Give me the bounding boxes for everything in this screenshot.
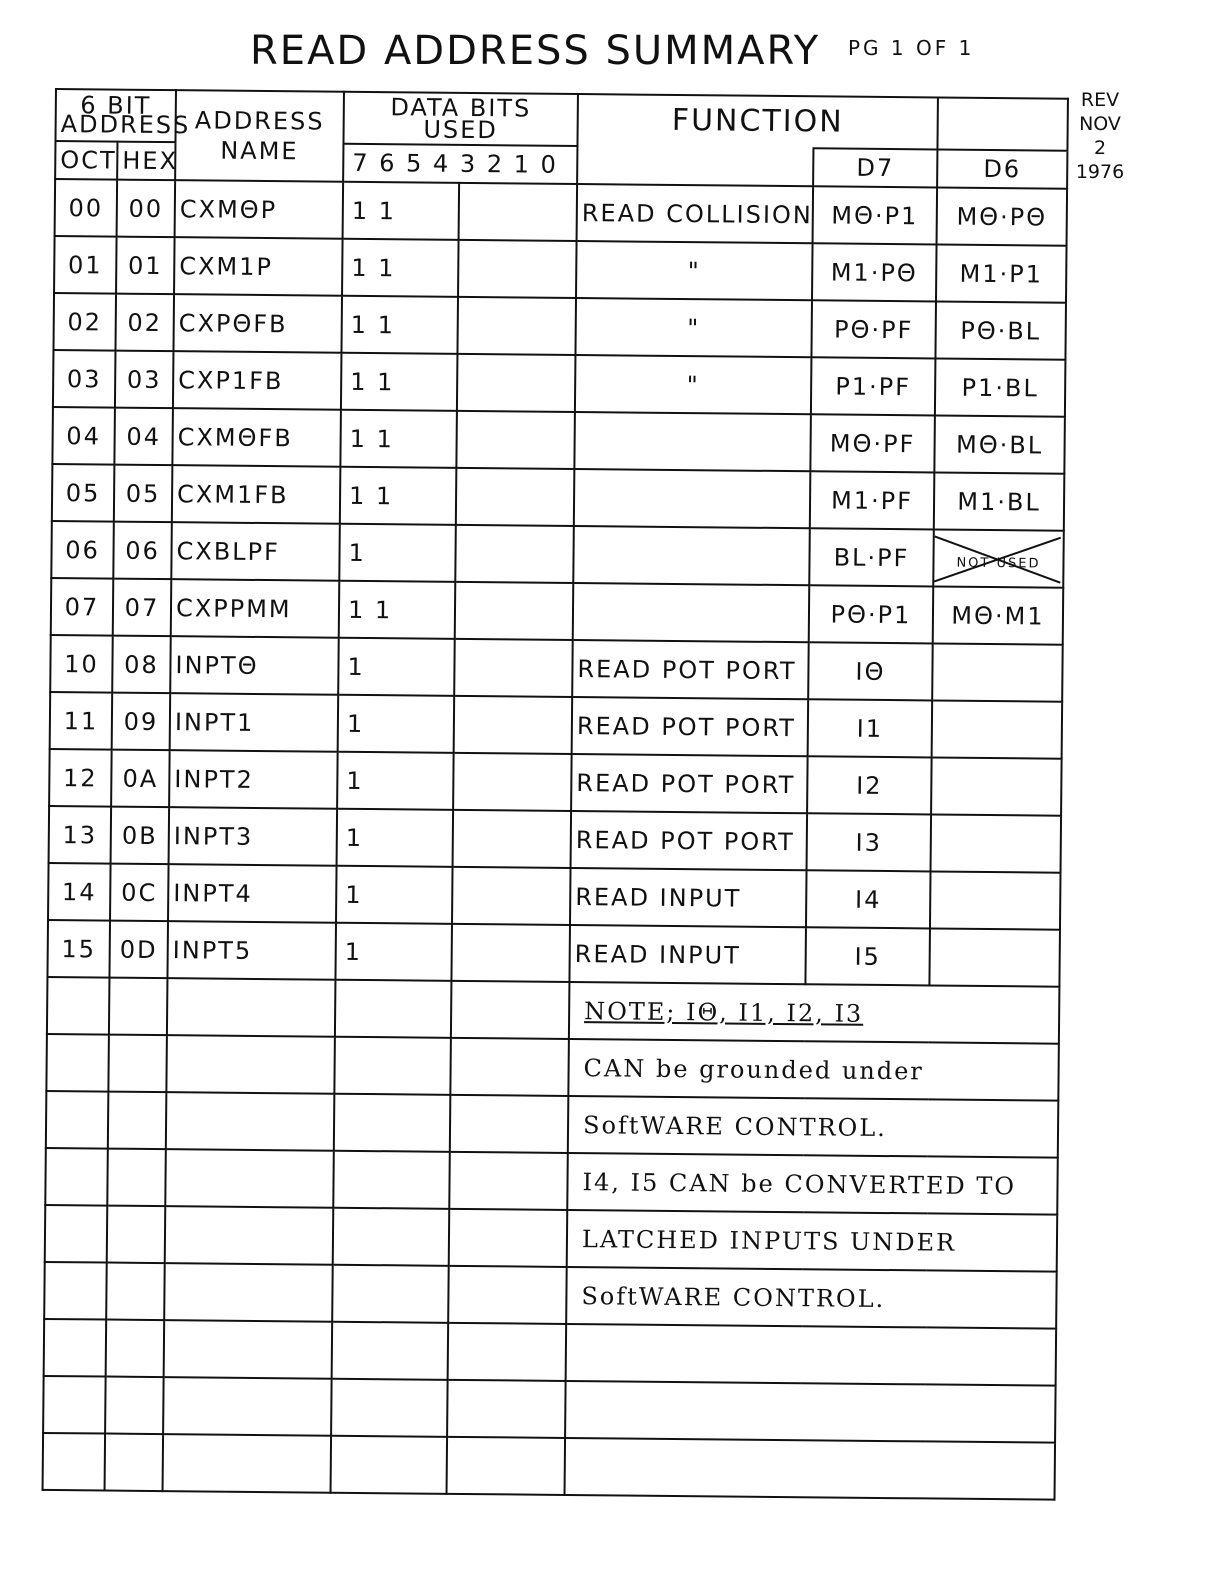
data-bits-low-cell bbox=[454, 639, 573, 697]
data-bits-low-cell bbox=[452, 867, 571, 925]
blank-cell bbox=[449, 1209, 568, 1267]
d7-cell: I1 bbox=[808, 699, 933, 757]
header-function-filler bbox=[937, 97, 1067, 150]
octal-address-cell: 03 bbox=[53, 350, 116, 408]
header-d6: D6 bbox=[937, 149, 1067, 188]
octal-address-cell: 15 bbox=[47, 920, 110, 978]
octal-address-cell: 06 bbox=[51, 521, 114, 579]
function-cell: " bbox=[575, 298, 812, 357]
blank-row bbox=[45, 1205, 1058, 1272]
table-row bbox=[51, 521, 1064, 588]
blank-cell bbox=[164, 1263, 333, 1322]
octal-address-cell: 13 bbox=[49, 806, 112, 864]
data-bits-cell: 1 bbox=[337, 809, 454, 867]
d7-cell: I2 bbox=[807, 756, 932, 814]
table-row bbox=[55, 179, 1068, 246]
blank-cell bbox=[331, 1436, 448, 1494]
data-bits-cell: 1 1 bbox=[343, 182, 460, 240]
blank-cell bbox=[164, 1320, 333, 1379]
note-line: I4, I5 CAN be CONVERTED TO bbox=[567, 1153, 1058, 1215]
function-cell: READ POT PORT bbox=[571, 754, 808, 813]
data-bits-low-cell bbox=[455, 525, 574, 583]
table-row bbox=[50, 692, 1063, 759]
hex-address-cell: 03 bbox=[115, 351, 174, 409]
blank-cell bbox=[448, 1266, 567, 1324]
blank-cell bbox=[332, 1265, 449, 1323]
blank-cell bbox=[447, 1437, 566, 1495]
note-line bbox=[565, 1381, 1056, 1443]
hex-address-cell: 09 bbox=[112, 693, 171, 751]
note-line: SoftWARE CONTROL. bbox=[566, 1267, 1057, 1329]
blank-cell bbox=[451, 981, 570, 1039]
d7-cell: IΘ bbox=[808, 642, 933, 700]
octal-address-cell: 04 bbox=[52, 407, 115, 465]
note-line: NOTE; IΘ, I1, I2, I3 bbox=[569, 982, 1060, 1044]
table-row bbox=[52, 464, 1065, 531]
d7-cell: MΘ·P1 bbox=[813, 186, 938, 244]
d6-cell bbox=[932, 643, 1063, 701]
blank-row bbox=[44, 1262, 1057, 1329]
data-bits-low-cell bbox=[458, 240, 577, 298]
revision-line: NOV bbox=[1079, 113, 1121, 135]
function-cell: " bbox=[576, 241, 813, 300]
function-cell bbox=[574, 469, 811, 528]
blank-row bbox=[45, 1148, 1058, 1215]
address-name-cell: INPTΘ bbox=[170, 636, 339, 695]
octal-address-cell: 11 bbox=[50, 692, 113, 750]
address-name-cell: CXM1FB bbox=[172, 465, 341, 524]
data-bits-cell: 1 bbox=[338, 638, 455, 696]
header-data-bits-used: DATA BITS USED bbox=[343, 92, 577, 146]
table-row bbox=[53, 350, 1066, 417]
function-cell: READ POT PORT bbox=[572, 640, 809, 699]
function-cell bbox=[574, 412, 811, 471]
d7-cell: PΘ·P1 bbox=[809, 585, 934, 643]
data-bits-cell: 1 1 bbox=[340, 467, 457, 525]
address-table bbox=[42, 88, 1069, 1501]
octal-address-cell: 01 bbox=[54, 236, 117, 294]
revision-line: REV bbox=[1080, 89, 1120, 111]
d7-cell: PΘ·PF bbox=[811, 300, 936, 358]
table-row bbox=[53, 293, 1066, 360]
address-name-cell: CXM1P bbox=[174, 237, 343, 296]
data-bits-low-cell bbox=[453, 810, 572, 868]
blank-cell bbox=[106, 1320, 165, 1378]
data-bits-low-cell bbox=[457, 354, 576, 412]
blank-cell bbox=[334, 1094, 451, 1152]
blank-cell bbox=[105, 1377, 164, 1435]
d7-cell: I5 bbox=[805, 927, 930, 985]
d6-cell bbox=[932, 700, 1063, 758]
blank-row bbox=[46, 1034, 1059, 1101]
blank-cell bbox=[165, 1206, 334, 1265]
address-name-cell: CXMΘP bbox=[175, 180, 344, 239]
hex-address-cell: 0D bbox=[109, 921, 168, 979]
d6-cell bbox=[931, 814, 1062, 872]
table-row bbox=[48, 863, 1061, 930]
blank-cell bbox=[44, 1262, 107, 1320]
data-bits-cell: 1 bbox=[335, 923, 452, 981]
d6-cell: PΘ·BL bbox=[935, 301, 1066, 359]
address-name-cell: CXMΘFB bbox=[172, 408, 341, 467]
note-line bbox=[566, 1324, 1057, 1386]
d6-cell: MΘ·M1 bbox=[933, 586, 1064, 644]
table-row bbox=[49, 806, 1062, 873]
address-name-cell: INPT1 bbox=[170, 693, 339, 752]
blank-cell bbox=[108, 1035, 167, 1093]
blank-cell bbox=[43, 1376, 106, 1434]
data-bits-cell: 1 1 bbox=[341, 353, 458, 411]
header-address-name: ADDRESS NAME bbox=[175, 90, 344, 182]
note-line: LATCHED INPUTS UNDER bbox=[567, 1210, 1058, 1272]
d6-cell bbox=[929, 928, 1060, 986]
header-function: FUNCTION bbox=[577, 94, 937, 149]
table-row bbox=[52, 407, 1065, 474]
blank-cell bbox=[449, 1152, 568, 1210]
data-bits-cell: 1 1 bbox=[339, 581, 456, 639]
blank-row bbox=[43, 1376, 1056, 1443]
blank-cell bbox=[163, 1377, 332, 1436]
header-six-bit-address: 6 BIT ADDRESS bbox=[55, 89, 176, 142]
blank-cell bbox=[107, 1149, 166, 1207]
summary-sheet bbox=[42, 88, 1067, 1501]
data-bits-low-cell bbox=[453, 753, 572, 811]
hex-address-cell: 08 bbox=[112, 636, 171, 694]
d7-cell: M1·PΘ bbox=[812, 243, 937, 301]
data-bits-low-cell bbox=[457, 297, 576, 355]
d6-cell: MΘ·PΘ bbox=[937, 187, 1068, 245]
blank-row bbox=[47, 977, 1060, 1044]
data-bits-cell: 1 bbox=[337, 752, 454, 810]
octal-address-cell: 12 bbox=[49, 749, 112, 807]
d6-cell: M1·P1 bbox=[936, 244, 1067, 302]
blank-cell bbox=[335, 980, 452, 1038]
blank-row bbox=[44, 1319, 1057, 1386]
data-bits-low-cell bbox=[451, 924, 570, 982]
hex-address-cell: 00 bbox=[117, 180, 176, 238]
blank-cell bbox=[332, 1322, 449, 1380]
octal-address-cell: 10 bbox=[50, 635, 113, 693]
octal-address-cell: 05 bbox=[52, 464, 115, 522]
data-bits-low-cell bbox=[456, 411, 575, 469]
data-bits-cell: 1 bbox=[339, 524, 456, 582]
hex-address-cell: 02 bbox=[115, 294, 174, 352]
address-name-cell: INPT5 bbox=[167, 921, 336, 980]
hex-address-cell: 0B bbox=[111, 807, 170, 865]
blank-cell bbox=[109, 978, 168, 1036]
data-bits-cell: 1 bbox=[338, 695, 455, 753]
d6-cell bbox=[933, 529, 1064, 587]
blank-cell bbox=[166, 1092, 335, 1151]
d7-cell: BL·PF bbox=[809, 528, 934, 586]
header-function-spacer bbox=[577, 146, 813, 186]
octal-address-cell: 00 bbox=[55, 179, 118, 237]
d6-cell bbox=[931, 757, 1062, 815]
blank-cell bbox=[105, 1434, 164, 1492]
hex-address-cell: 0C bbox=[110, 864, 169, 922]
hex-address-cell: 07 bbox=[113, 579, 172, 637]
function-cell: " bbox=[575, 355, 812, 414]
table-row bbox=[47, 920, 1060, 987]
data-bits-low-cell bbox=[456, 468, 575, 526]
blank-cell bbox=[167, 978, 336, 1037]
hex-address-cell: 01 bbox=[116, 237, 175, 295]
d7-cell: I4 bbox=[806, 870, 931, 928]
note-line bbox=[565, 1438, 1056, 1500]
blank-cell bbox=[47, 977, 110, 1035]
blank-row bbox=[43, 1433, 1056, 1500]
address-name-cell: CXPPMM bbox=[171, 579, 340, 638]
function-cell: READ COLLISION bbox=[577, 184, 814, 243]
octal-address-cell: 02 bbox=[53, 293, 116, 351]
revision-line: 1976 bbox=[1075, 161, 1125, 183]
blank-cell bbox=[334, 1037, 451, 1095]
blank-cell bbox=[450, 1038, 569, 1096]
function-cell bbox=[573, 526, 810, 585]
blank-row bbox=[46, 1091, 1059, 1158]
function-cell: READ POT PORT bbox=[572, 697, 809, 756]
data-bits-cell: 1 bbox=[336, 866, 453, 924]
data-bits-cell: 1 1 bbox=[342, 239, 459, 297]
blank-cell bbox=[44, 1319, 107, 1377]
d7-cell: MΘ·PF bbox=[810, 414, 935, 472]
header-hex: HEX bbox=[117, 142, 175, 181]
address-name-cell: CXPΘFB bbox=[173, 294, 342, 353]
address-name-cell: INPT3 bbox=[169, 807, 338, 866]
function-cell: READ POT PORT bbox=[571, 811, 808, 870]
blank-cell bbox=[106, 1263, 165, 1321]
octal-address-cell: 14 bbox=[48, 863, 111, 921]
d7-cell: M1·PF bbox=[810, 471, 935, 529]
table-row bbox=[49, 749, 1062, 816]
blank-cell bbox=[448, 1323, 567, 1381]
blank-cell bbox=[46, 1091, 109, 1149]
d6-cell: MΘ·BL bbox=[934, 415, 1065, 473]
function-cell bbox=[573, 583, 810, 642]
function-cell: READ INPUT bbox=[570, 868, 807, 927]
address-name-cell: INPT2 bbox=[169, 750, 338, 809]
table-row bbox=[51, 578, 1064, 645]
page-title: READ ADDRESS SUMMARY bbox=[250, 28, 821, 74]
page-number-label: PG 1 OF 1 bbox=[848, 36, 975, 60]
revision-line: 2 bbox=[1093, 137, 1107, 159]
header-bit-numbers: 7 6 5 4 3 2 1 0 bbox=[343, 144, 577, 184]
d7-cell: I3 bbox=[807, 813, 932, 871]
hex-address-cell: 06 bbox=[113, 522, 172, 580]
blank-cell bbox=[166, 1035, 335, 1094]
revision-stamp bbox=[1070, 88, 1130, 184]
table-row bbox=[50, 635, 1063, 702]
octal-address-cell: 07 bbox=[51, 578, 114, 636]
blank-cell bbox=[108, 1092, 167, 1150]
data-bits-low-cell bbox=[459, 183, 578, 241]
d6-cell: P1·BL bbox=[935, 358, 1066, 416]
d6-cell bbox=[930, 871, 1061, 929]
blank-cell bbox=[107, 1206, 166, 1264]
data-bits-low-cell bbox=[454, 696, 573, 754]
table-row bbox=[54, 236, 1067, 303]
blank-cell bbox=[331, 1379, 448, 1437]
blank-cell bbox=[46, 1034, 109, 1092]
blank-cell bbox=[333, 1151, 450, 1209]
hex-address-cell: 04 bbox=[114, 408, 173, 466]
d6-cell: M1·BL bbox=[934, 472, 1065, 530]
address-name-cell: CXP1FB bbox=[173, 351, 342, 410]
blank-cell bbox=[163, 1434, 332, 1493]
not-used-label: NOT USED bbox=[956, 555, 1041, 571]
blank-cell bbox=[165, 1149, 334, 1208]
data-bits-cell: 1 1 bbox=[340, 410, 457, 468]
blank-cell bbox=[45, 1205, 108, 1263]
header-oct: OCT bbox=[55, 141, 117, 180]
blank-cell bbox=[450, 1095, 569, 1153]
blank-cell bbox=[447, 1380, 566, 1438]
address-name-cell: CXBLPF bbox=[171, 522, 340, 581]
note-line: CAN be grounded under bbox=[568, 1039, 1059, 1101]
hex-address-cell: 05 bbox=[114, 465, 173, 523]
d7-cell: P1·PF bbox=[811, 357, 936, 415]
address-name-cell: INPT4 bbox=[168, 864, 337, 923]
data-bits-low-cell bbox=[455, 582, 574, 640]
blank-cell bbox=[43, 1433, 106, 1491]
header-d7: D7 bbox=[813, 148, 937, 187]
blank-cell bbox=[45, 1148, 108, 1206]
data-bits-cell: 1 1 bbox=[341, 296, 458, 354]
blank-cell bbox=[333, 1208, 450, 1266]
hex-address-cell: 0A bbox=[111, 750, 170, 808]
function-cell: READ INPUT bbox=[569, 925, 806, 984]
note-line: SoftWARE CONTROL. bbox=[568, 1096, 1059, 1158]
